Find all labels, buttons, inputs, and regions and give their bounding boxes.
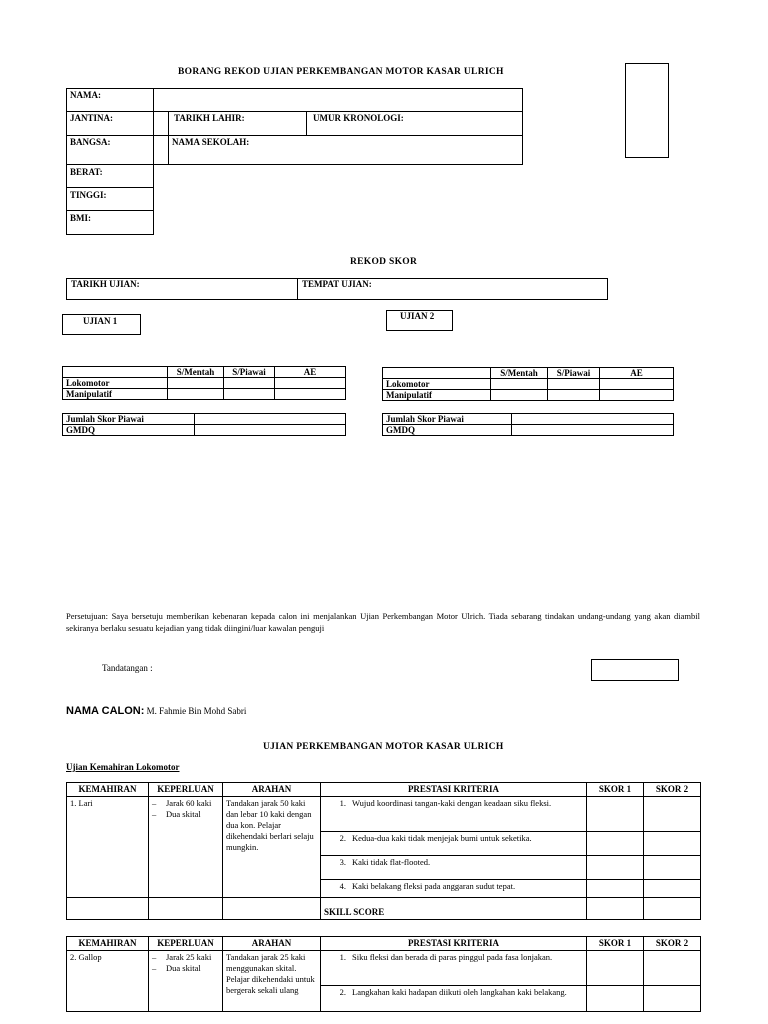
form-title: BORANG REKOD UJIAN PERKEMBANGAN MOTOR KASAR ULRICH (178, 67, 504, 77)
tinggi-label: TINGGI: (70, 190, 107, 200)
rekod-skor-title: REKOD SKOR (350, 257, 418, 267)
skor2-cell[interactable] (644, 856, 701, 880)
kriteria-item: 2. Langkahan kaki hadapan diikuti oleh langkahan kaki belakang. (321, 986, 587, 1012)
header-arahan: ARAHAN (223, 937, 321, 951)
divider (66, 135, 168, 136)
candidate-label: NAMA CALON: (66, 705, 145, 717)
nama-sekolah-label: NAMA SEKOLAH: (172, 137, 250, 147)
score-table-ujian2 (382, 367, 674, 401)
row-jumlah: Jumlah Skor Piawai (63, 414, 195, 425)
skor2-cell[interactable] (644, 986, 701, 1012)
divider (297, 278, 298, 300)
divider (66, 210, 154, 211)
arahan-cell: Tandakan jarak 25 kaki menggunakan skital. Pelajar dikehendaki untuk bergerak sekali ulang (223, 951, 321, 1012)
skor1-cell[interactable] (587, 951, 644, 986)
jumlah-table-ujian1 (62, 413, 346, 436)
skor1-cell[interactable] (587, 880, 644, 898)
row-gmdq: GMDQ (383, 425, 512, 436)
skill-name: 1. Lari (67, 797, 149, 898)
test-title: UJIAN PERKEMBANGAN MOTOR KASAR ULRICH (263, 742, 504, 752)
bangsa-label: BANGSA: (70, 137, 111, 147)
candidate-line (66, 705, 246, 717)
keperluan-item: – Dua skital (152, 809, 201, 819)
skor1-cell[interactable] (587, 856, 644, 880)
ujian2-label: UJIAN 2 (400, 311, 435, 321)
row-manipulatif: Manipulatif (383, 390, 491, 401)
col-ae: AE (600, 368, 674, 379)
section-title: Ujian Kemahiran Lokomotor (66, 762, 180, 772)
signature-box[interactable] (591, 659, 679, 681)
consent-text: Persetujuan: Saya bersetuju memberikan kebenaran kepada calon ini menjalankan Ujian Perkembangan Motor Ulrich. Tiada sebarang tindakan undang-undang yang akan diambil sekiranya berlaku sesuatu kejadian yang tidak diingini/luar kawalan penguji (66, 611, 700, 633)
header-keperluan: KEPERLUAN (149, 937, 223, 951)
kriteria-item: 2. Kedua-dua kaki tidak menjejak bumi untuk seketika. (321, 832, 587, 856)
header-arahan: ARAHAN (223, 783, 321, 797)
divider (168, 111, 169, 165)
skill-score-1[interactable] (587, 898, 644, 920)
header-kemahiran: KEMAHIRAN (67, 783, 149, 797)
jantina-label: JANTINA: (70, 113, 114, 123)
divider (168, 135, 523, 136)
col-ae: AE (275, 367, 346, 378)
header-prestasi-kriteria: PRESTASI KRITERIA (321, 783, 587, 797)
keperluan-item: – Dua skital (152, 963, 201, 973)
header-skor1: SKOR 1 (587, 937, 644, 951)
skill-score-2[interactable] (644, 898, 701, 920)
row-lokomotor: Lokomotor (383, 379, 491, 390)
header-skor2: SKOR 2 (644, 937, 701, 951)
arahan-cell: Tandakan jarak 50 kaki dan lebar 10 kaki dengan dua kon. Pelajar dikehendaki berlari selaju mungkin. (223, 797, 321, 898)
keperluan-item: – Jarak 25 kaki (152, 952, 212, 962)
photo-box (625, 63, 669, 158)
nama-label: NAMA: (70, 90, 101, 100)
keperluan-item: – Jarak 60 kaki (152, 798, 212, 808)
col-s-mentah: S/Mentah (491, 368, 548, 379)
umur-kronologi-label: UMUR KRONOLOGI: (313, 113, 404, 123)
header-prestasi-kriteria: PRESTASI KRITERIA (321, 937, 587, 951)
col-s-piawai: S/Piawai (224, 367, 275, 378)
kriteria-item: 1. Siku fleksi dan berada di paras pinggul pada fasa lonjakan. (321, 951, 587, 986)
berat-label: BERAT: (70, 167, 103, 177)
keperluan-cell (149, 951, 223, 1012)
skill-table-lari (66, 782, 701, 920)
skill-name: 2. Gallop (67, 951, 149, 1012)
tempat-ujian-label: TEMPAT UJIAN: (302, 279, 372, 289)
skor2-cell[interactable] (644, 797, 701, 832)
skor2-cell[interactable] (644, 832, 701, 856)
skor2-cell[interactable] (644, 951, 701, 986)
kriteria-item: 3. Kaki tidak flat-flooted. (321, 856, 587, 880)
header-skor1: SKOR 1 (587, 783, 644, 797)
signature-label: Tandatangan : (102, 663, 153, 673)
header-keperluan: KEPERLUAN (149, 783, 223, 797)
skill-table-gallop (66, 936, 701, 1012)
candidate-name: M. Fahmie Bin Mohd Sabri (146, 706, 247, 716)
info-rows (66, 111, 523, 165)
header-kemahiran: KEMAHIRAN (67, 937, 149, 951)
ujian1-label: UJIAN 1 (83, 316, 118, 326)
col-s-mentah: S/Mentah (168, 367, 224, 378)
header-skor2: SKOR 2 (644, 783, 701, 797)
row-lokomotor: Lokomotor (63, 378, 168, 389)
keperluan-cell (149, 797, 223, 898)
skill-score-label: SKILL SCORE (321, 898, 587, 920)
divider (66, 187, 154, 188)
skor1-cell[interactable] (587, 797, 644, 832)
kriteria-item: 1. Wujud koordinasi tangan-kaki dengan keadaan siku fleksi. (321, 797, 587, 832)
row-gmdq: GMDQ (63, 425, 195, 436)
skor1-cell[interactable] (587, 986, 644, 1012)
col-s-piawai: S/Piawai (548, 368, 600, 379)
nama-row[interactable] (66, 88, 523, 112)
row-jumlah: Jumlah Skor Piawai (383, 414, 512, 425)
tarikh-ujian-label: TARIKH UJIAN: (71, 279, 140, 289)
bmi-label: BMI: (70, 213, 91, 223)
jumlah-table-ujian2 (382, 413, 674, 436)
kriteria-item: 4. Kaki belakang fleksi pada anggaran sudut tepat. (321, 880, 587, 898)
score-table-ujian1 (62, 366, 346, 400)
divider (306, 111, 307, 135)
tarikh-lahir-label: TARIKH LAHIR: (174, 113, 245, 123)
row-manipulatif: Manipulatif (63, 389, 168, 400)
skor2-cell[interactable] (644, 880, 701, 898)
skor1-cell[interactable] (587, 832, 644, 856)
